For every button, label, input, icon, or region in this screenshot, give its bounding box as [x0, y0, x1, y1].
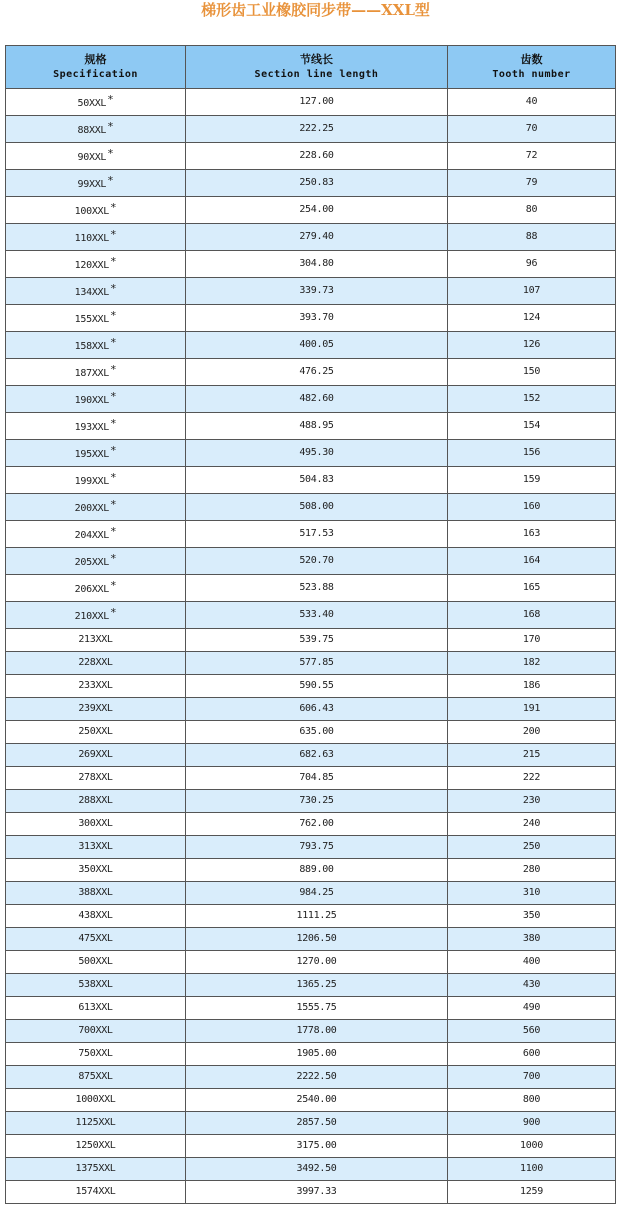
- cell-specification: [6, 440, 186, 467]
- table-row: [6, 905, 616, 928]
- cell-tooth-number: 600: [448, 1043, 616, 1066]
- cell-section-line-length: 2540.00: [186, 1089, 448, 1112]
- cell-specification: [6, 813, 186, 836]
- cell-specification: [6, 1158, 186, 1181]
- spec-value: 99XXL: [77, 179, 107, 190]
- spec-value: 158XXL: [74, 341, 109, 352]
- cell-specification: [6, 251, 186, 278]
- cell-specification: [6, 413, 186, 440]
- table-header-row: [6, 46, 616, 89]
- cell-specification: [6, 928, 186, 951]
- cell-section-line-length: 704.85: [186, 767, 448, 790]
- table-row: [6, 143, 616, 170]
- table-row: [6, 575, 616, 602]
- spec-value: 875XXL: [78, 1071, 113, 1082]
- cell-specification: [6, 882, 186, 905]
- header-en: Section line length: [254, 69, 379, 80]
- cell-specification: [6, 170, 186, 197]
- cell-tooth-number: 280: [448, 859, 616, 882]
- cell-section-line-length: 393.70: [186, 305, 448, 332]
- cell-specification: [6, 224, 186, 251]
- cell-section-line-length: 1778.00: [186, 1020, 448, 1043]
- table-row: [6, 602, 616, 629]
- spec-value: 206XXL: [74, 584, 109, 595]
- cell-tooth-number: 1259: [448, 1181, 616, 1204]
- table-row: [6, 652, 616, 675]
- spec-value: 300XXL: [78, 818, 113, 829]
- spec-value: 233XXL: [78, 680, 113, 691]
- cell-section-line-length: 1206.50: [186, 928, 448, 951]
- cell-tooth-number: 79: [448, 170, 616, 197]
- cell-tooth-number: 700: [448, 1066, 616, 1089]
- cell-tooth-number: 250: [448, 836, 616, 859]
- spec-value: 438XXL: [78, 910, 113, 921]
- spec-value: 1000XXL: [75, 1094, 116, 1105]
- asterisk-mark: *: [110, 579, 117, 592]
- table-row: [6, 836, 616, 859]
- cell-tooth-number: 560: [448, 1020, 616, 1043]
- cell-tooth-number: 124: [448, 305, 616, 332]
- cell-section-line-length: 488.95: [186, 413, 448, 440]
- cell-tooth-number: 1000: [448, 1135, 616, 1158]
- cell-specification: [6, 386, 186, 413]
- spec-value: 538XXL: [78, 979, 113, 990]
- table-row: [6, 467, 616, 494]
- cell-tooth-number: 191: [448, 698, 616, 721]
- spec-value: 288XXL: [78, 795, 113, 806]
- cell-specification: [6, 698, 186, 721]
- table-row: [6, 1112, 616, 1135]
- cell-specification: [6, 997, 186, 1020]
- cell-tooth-number: 126: [448, 332, 616, 359]
- cell-section-line-length: 476.25: [186, 359, 448, 386]
- spec-value: 213XXL: [78, 634, 113, 645]
- table-row: [6, 951, 616, 974]
- cell-tooth-number: 230: [448, 790, 616, 813]
- cell-section-line-length: 984.25: [186, 882, 448, 905]
- spec-value: 700XXL: [78, 1025, 113, 1036]
- table-row: [6, 494, 616, 521]
- cell-section-line-length: 504.83: [186, 467, 448, 494]
- spec-value: 239XXL: [78, 703, 113, 714]
- cell-section-line-length: 590.55: [186, 675, 448, 698]
- table-row: [6, 1089, 616, 1112]
- cell-specification: [6, 790, 186, 813]
- cell-tooth-number: 96: [448, 251, 616, 278]
- table-row: [6, 1158, 616, 1181]
- cell-specification: [6, 305, 186, 332]
- cell-tooth-number: 400: [448, 951, 616, 974]
- cell-tooth-number: 430: [448, 974, 616, 997]
- cell-specification: [6, 1181, 186, 1204]
- cell-specification: [6, 467, 186, 494]
- cell-section-line-length: 2857.50: [186, 1112, 448, 1135]
- cell-section-line-length: 1905.00: [186, 1043, 448, 1066]
- asterisk-mark: *: [110, 201, 117, 214]
- cell-section-line-length: 682.63: [186, 744, 448, 767]
- cell-section-line-length: 339.73: [186, 278, 448, 305]
- spec-value: 1574XXL: [75, 1186, 116, 1197]
- table-body: [6, 89, 616, 1204]
- cell-section-line-length: 1111.25: [186, 905, 448, 928]
- table-row: [6, 882, 616, 905]
- cell-specification: [6, 767, 186, 790]
- spec-value: 475XXL: [78, 933, 113, 944]
- cell-specification: [6, 1066, 186, 1089]
- spec-value: 134XXL: [74, 287, 109, 298]
- cell-section-line-length: 577.85: [186, 652, 448, 675]
- spec-value: 613XXL: [78, 1002, 113, 1013]
- header-en: Specification: [53, 69, 138, 80]
- table-row: [6, 1181, 616, 1204]
- header-section-line-length: [186, 46, 448, 89]
- asterisk-mark: *: [110, 552, 117, 565]
- table-row: [6, 521, 616, 548]
- asterisk-mark: *: [110, 228, 117, 241]
- table-row: [6, 278, 616, 305]
- table-row: [6, 675, 616, 698]
- cell-specification: [6, 143, 186, 170]
- cell-specification: [6, 905, 186, 928]
- cell-section-line-length: 730.25: [186, 790, 448, 813]
- cell-specification: [6, 859, 186, 882]
- spec-value: 313XXL: [78, 841, 113, 852]
- table-row: [6, 721, 616, 744]
- cell-section-line-length: 793.75: [186, 836, 448, 859]
- table-row: [6, 224, 616, 251]
- table-row: [6, 440, 616, 467]
- spec-value: 1125XXL: [75, 1117, 116, 1128]
- cell-section-line-length: 495.30: [186, 440, 448, 467]
- spec-value: 228XXL: [78, 657, 113, 668]
- table-row: [6, 974, 616, 997]
- spec-value: 90XXL: [77, 152, 107, 163]
- cell-section-line-length: 250.83: [186, 170, 448, 197]
- cell-tooth-number: 200: [448, 721, 616, 744]
- cell-tooth-number: 70: [448, 116, 616, 143]
- cell-section-line-length: 482.60: [186, 386, 448, 413]
- table-row: [6, 928, 616, 951]
- cell-section-line-length: 539.75: [186, 629, 448, 652]
- cell-specification: [6, 1043, 186, 1066]
- cell-section-line-length: 517.53: [186, 521, 448, 548]
- table-row: [6, 170, 616, 197]
- cell-section-line-length: 279.40: [186, 224, 448, 251]
- cell-section-line-length: 228.60: [186, 143, 448, 170]
- cell-specification: [6, 836, 186, 859]
- table-row: [6, 413, 616, 440]
- asterisk-mark: *: [107, 174, 114, 187]
- spec-value: 1375XXL: [75, 1163, 116, 1174]
- cell-specification: [6, 278, 186, 305]
- cell-tooth-number: 215: [448, 744, 616, 767]
- cell-section-line-length: 3492.50: [186, 1158, 448, 1181]
- cell-section-line-length: 606.43: [186, 698, 448, 721]
- cell-section-line-length: 635.00: [186, 721, 448, 744]
- cell-tooth-number: 165: [448, 575, 616, 602]
- cell-specification: [6, 974, 186, 997]
- cell-section-line-length: 1555.75: [186, 997, 448, 1020]
- cell-section-line-length: 508.00: [186, 494, 448, 521]
- cell-tooth-number: 310: [448, 882, 616, 905]
- table-row: [6, 1043, 616, 1066]
- cell-specification: [6, 1112, 186, 1135]
- spec-value: 205XXL: [74, 557, 109, 568]
- cell-specification: [6, 602, 186, 629]
- asterisk-mark: *: [110, 471, 117, 484]
- cell-tooth-number: 160: [448, 494, 616, 521]
- cell-tooth-number: 152: [448, 386, 616, 413]
- spec-value: 210XXL: [74, 611, 109, 622]
- asterisk-mark: *: [110, 309, 117, 322]
- table-row: [6, 359, 616, 386]
- table-row: [6, 386, 616, 413]
- table-row: [6, 197, 616, 224]
- cell-tooth-number: 170: [448, 629, 616, 652]
- spec-value: 388XXL: [78, 887, 113, 898]
- asterisk-mark: *: [110, 444, 117, 457]
- cell-section-line-length: 304.80: [186, 251, 448, 278]
- table-row: [6, 629, 616, 652]
- cell-specification: [6, 359, 186, 386]
- cell-section-line-length: 1365.25: [186, 974, 448, 997]
- cell-specification: [6, 1020, 186, 1043]
- table-row: [6, 813, 616, 836]
- cell-tooth-number: 1100: [448, 1158, 616, 1181]
- asterisk-mark: *: [110, 336, 117, 349]
- asterisk-mark: *: [110, 498, 117, 511]
- table-row: [6, 116, 616, 143]
- spec-value: 155XXL: [74, 314, 109, 325]
- cell-tooth-number: 182: [448, 652, 616, 675]
- spec-value: 269XXL: [78, 749, 113, 760]
- header-cn: 节线长: [300, 53, 333, 66]
- asterisk-mark: *: [110, 525, 117, 538]
- spec-value: 750XXL: [78, 1048, 113, 1059]
- cell-section-line-length: 520.70: [186, 548, 448, 575]
- asterisk-mark: *: [110, 282, 117, 295]
- header-specification: [6, 46, 186, 89]
- cell-tooth-number: 163: [448, 521, 616, 548]
- cell-specification: [6, 951, 186, 974]
- table-row: [6, 1020, 616, 1043]
- asterisk-mark: *: [110, 417, 117, 430]
- cell-section-line-length: 523.88: [186, 575, 448, 602]
- cell-tooth-number: 164: [448, 548, 616, 575]
- cell-tooth-number: 159: [448, 467, 616, 494]
- cell-section-line-length: 889.00: [186, 859, 448, 882]
- spec-value: 500XXL: [78, 956, 113, 967]
- cell-tooth-number: 800: [448, 1089, 616, 1112]
- asterisk-mark: *: [110, 255, 117, 268]
- asterisk-mark: *: [110, 606, 117, 619]
- header-cn: 规格: [84, 53, 107, 66]
- header-cn: 齿数: [520, 53, 543, 66]
- spec-table: [5, 45, 616, 1204]
- spec-value: 200XXL: [74, 503, 109, 514]
- cell-specification: [6, 1089, 186, 1112]
- cell-specification: [6, 197, 186, 224]
- cell-section-line-length: 222.25: [186, 116, 448, 143]
- cell-specification: [6, 675, 186, 698]
- spec-value: 199XXL: [74, 476, 109, 487]
- table-row: [6, 305, 616, 332]
- spec-value: 88XXL: [77, 125, 107, 136]
- spec-value: 250XXL: [78, 726, 113, 737]
- cell-specification: [6, 629, 186, 652]
- cell-section-line-length: 533.40: [186, 602, 448, 629]
- cell-tooth-number: 40: [448, 89, 616, 116]
- cell-tooth-number: 900: [448, 1112, 616, 1135]
- table-row: [6, 332, 616, 359]
- cell-tooth-number: 490: [448, 997, 616, 1020]
- cell-tooth-number: 80: [448, 197, 616, 224]
- table-row: [6, 89, 616, 116]
- header-en: Tooth number: [492, 69, 571, 80]
- header-tooth-number: [448, 46, 616, 89]
- table-row: [6, 767, 616, 790]
- spec-value: 187XXL: [74, 368, 109, 379]
- cell-section-line-length: 254.00: [186, 197, 448, 224]
- cell-specification: [6, 575, 186, 602]
- cell-tooth-number: 380: [448, 928, 616, 951]
- cell-specification: [6, 652, 186, 675]
- spec-value: 100XXL: [74, 206, 109, 217]
- cell-section-line-length: 762.00: [186, 813, 448, 836]
- asterisk-mark: *: [110, 390, 117, 403]
- cell-tooth-number: 222: [448, 767, 616, 790]
- page-title: 梯形齿工业橡胶同步带——XXL型: [201, 1, 430, 19]
- cell-section-line-length: 400.05: [186, 332, 448, 359]
- spec-value: 50XXL: [77, 98, 107, 109]
- table-row: [6, 548, 616, 575]
- cell-specification: [6, 89, 186, 116]
- table-row: [6, 790, 616, 813]
- cell-tooth-number: 186: [448, 675, 616, 698]
- cell-section-line-length: 127.00: [186, 89, 448, 116]
- cell-tooth-number: 154: [448, 413, 616, 440]
- asterisk-mark: *: [107, 147, 114, 160]
- spec-value: 350XXL: [78, 864, 113, 875]
- cell-section-line-length: 3997.33: [186, 1181, 448, 1204]
- cell-specification: [6, 1135, 186, 1158]
- cell-tooth-number: 240: [448, 813, 616, 836]
- table-row: [6, 859, 616, 882]
- table-row: [6, 698, 616, 721]
- spec-value: 120XXL: [74, 260, 109, 271]
- cell-specification: [6, 494, 186, 521]
- cell-tooth-number: 72: [448, 143, 616, 170]
- cell-tooth-number: 168: [448, 602, 616, 629]
- cell-specification: [6, 744, 186, 767]
- asterisk-mark: *: [110, 363, 117, 376]
- cell-tooth-number: 350: [448, 905, 616, 928]
- table-row: [6, 251, 616, 278]
- cell-section-line-length: 3175.00: [186, 1135, 448, 1158]
- spec-value: 278XXL: [78, 772, 113, 783]
- cell-tooth-number: 88: [448, 224, 616, 251]
- spec-value: 190XXL: [74, 395, 109, 406]
- table-row: [6, 744, 616, 767]
- cell-specification: [6, 332, 186, 359]
- cell-tooth-number: 156: [448, 440, 616, 467]
- cell-section-line-length: 2222.50: [186, 1066, 448, 1089]
- spec-value: 110XXL: [74, 233, 109, 244]
- table-row: [6, 997, 616, 1020]
- spec-value: 1250XXL: [75, 1140, 116, 1151]
- cell-tooth-number: 150: [448, 359, 616, 386]
- cell-specification: [6, 721, 186, 744]
- asterisk-mark: *: [107, 93, 114, 106]
- cell-tooth-number: 107: [448, 278, 616, 305]
- cell-section-line-length: 1270.00: [186, 951, 448, 974]
- spec-value: 195XXL: [74, 449, 109, 460]
- cell-specification: [6, 548, 186, 575]
- spec-value: 193XXL: [74, 422, 109, 433]
- table-row: [6, 1066, 616, 1089]
- cell-specification: [6, 116, 186, 143]
- cell-specification: [6, 521, 186, 548]
- asterisk-mark: *: [107, 120, 114, 133]
- spec-value: 204XXL: [74, 530, 109, 541]
- table-row: [6, 1135, 616, 1158]
